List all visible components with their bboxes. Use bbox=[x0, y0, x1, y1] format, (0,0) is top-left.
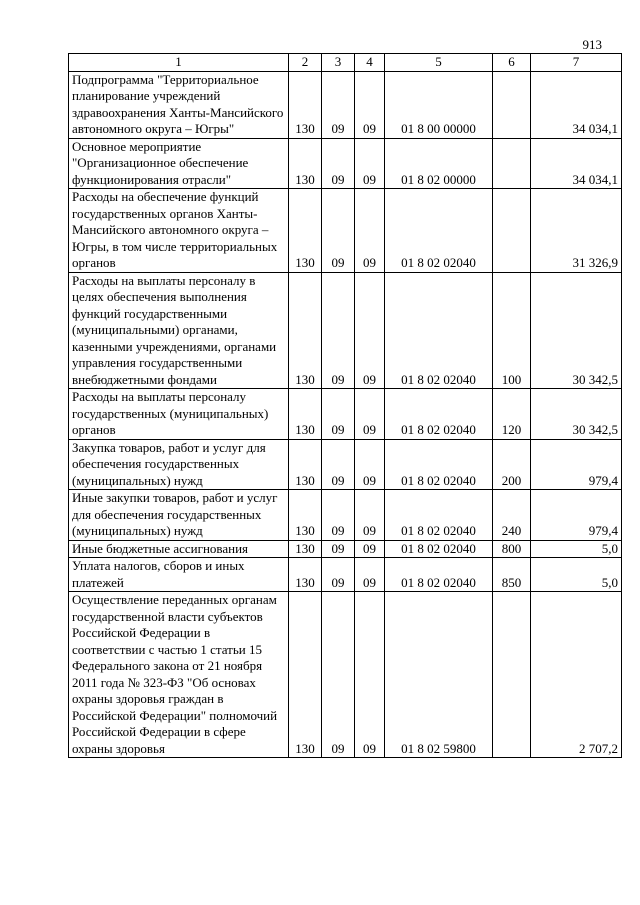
column-header-1: 1 bbox=[69, 54, 289, 72]
row-name: Иные закупки товаров, работ и услуг для обеспечения государственных (муниципальных) нужд bbox=[69, 490, 289, 541]
column-header-7: 7 bbox=[531, 54, 622, 72]
column-header-2: 2 bbox=[289, 54, 322, 72]
column-header-3: 3 bbox=[322, 54, 355, 72]
row-section-code: 09 bbox=[322, 189, 355, 273]
row-section-code: 09 bbox=[322, 389, 355, 440]
row-ministry-code: 130 bbox=[289, 189, 322, 273]
table-row bbox=[69, 490, 622, 541]
row-section-code: 09 bbox=[322, 592, 355, 758]
row-expense-type bbox=[493, 189, 531, 273]
column-header-5: 5 bbox=[385, 54, 493, 72]
table-row bbox=[69, 558, 622, 592]
row-amount: 5,0 bbox=[531, 558, 622, 592]
column-header-6: 6 bbox=[493, 54, 531, 72]
row-target-article: 01 8 02 02040 bbox=[385, 439, 493, 490]
row-target-article: 01 8 02 02040 bbox=[385, 558, 493, 592]
row-section-code: 09 bbox=[322, 138, 355, 189]
row-subsection-code: 09 bbox=[355, 389, 385, 440]
row-expense-type: 800 bbox=[493, 540, 531, 558]
row-section-code: 09 bbox=[322, 71, 355, 138]
row-target-article: 01 8 02 02040 bbox=[385, 272, 493, 389]
row-target-article: 01 8 02 02040 bbox=[385, 189, 493, 273]
row-subsection-code: 09 bbox=[355, 558, 385, 592]
row-target-article: 01 8 02 02040 bbox=[385, 389, 493, 440]
row-name: Подпрограмма "Территориальное планирование учреждений здравоохранения Ханты-Мансийского автономного округа – Югры" bbox=[69, 71, 289, 138]
row-ministry-code: 130 bbox=[289, 540, 322, 558]
row-section-code: 09 bbox=[322, 540, 355, 558]
row-name: Иные бюджетные ассигнования bbox=[69, 540, 289, 558]
row-section-code: 09 bbox=[322, 272, 355, 389]
row-expense-type: 200 bbox=[493, 439, 531, 490]
row-amount: 31 326,9 bbox=[531, 189, 622, 273]
row-expense-type bbox=[493, 138, 531, 189]
row-subsection-code: 09 bbox=[355, 540, 385, 558]
header-row bbox=[69, 54, 622, 72]
row-expense-type bbox=[493, 592, 531, 758]
table-row bbox=[69, 71, 622, 138]
row-ministry-code: 130 bbox=[289, 490, 322, 541]
row-amount: 979,4 bbox=[531, 439, 622, 490]
row-ministry-code: 130 bbox=[289, 592, 322, 758]
row-name: Расходы на выплаты персоналу государственных (муниципальных) органов bbox=[69, 389, 289, 440]
row-expense-type bbox=[493, 71, 531, 138]
row-name: Уплата налогов, сборов и иных платежей bbox=[69, 558, 289, 592]
table-row bbox=[69, 540, 622, 558]
row-amount: 2 707,2 bbox=[531, 592, 622, 758]
row-ministry-code: 130 bbox=[289, 138, 322, 189]
row-target-article: 01 8 02 02040 bbox=[385, 540, 493, 558]
row-subsection-code: 09 bbox=[355, 490, 385, 541]
row-target-article: 01 8 02 00000 bbox=[385, 138, 493, 189]
row-expense-type: 240 bbox=[493, 490, 531, 541]
table-row bbox=[69, 189, 622, 273]
column-header-4: 4 bbox=[355, 54, 385, 72]
table-row bbox=[69, 138, 622, 189]
row-amount: 5,0 bbox=[531, 540, 622, 558]
row-name: Расходы на выплаты персоналу в целях обеспечения выполнения функций государственными (муниципальными) органами, казенными учреждениями, органами управления государственными внебюджетными фондами bbox=[69, 272, 289, 389]
row-subsection-code: 09 bbox=[355, 189, 385, 273]
row-ministry-code: 130 bbox=[289, 389, 322, 440]
row-amount: 30 342,5 bbox=[531, 389, 622, 440]
row-amount: 34 034,1 bbox=[531, 71, 622, 138]
row-target-article: 01 8 02 59800 bbox=[385, 592, 493, 758]
row-amount: 34 034,1 bbox=[531, 138, 622, 189]
row-ministry-code: 130 bbox=[289, 272, 322, 389]
table-row bbox=[69, 272, 622, 389]
row-name: Расходы на обеспечение функций государственных органов Ханты-Мансийского автономного округа – Югры, в том числе территориальных органов bbox=[69, 189, 289, 273]
row-name: Закупка товаров, работ и услуг для обеспечения государственных (муниципальных) нужд bbox=[69, 439, 289, 490]
row-section-code: 09 bbox=[322, 439, 355, 490]
row-section-code: 09 bbox=[322, 558, 355, 592]
page-number: 913 bbox=[582, 37, 602, 52]
row-amount: 30 342,5 bbox=[531, 272, 622, 389]
row-section-code: 09 bbox=[322, 490, 355, 541]
row-ministry-code: 130 bbox=[289, 558, 322, 592]
row-target-article: 01 8 00 00000 bbox=[385, 71, 493, 138]
table-row bbox=[69, 389, 622, 440]
budget-table bbox=[68, 53, 622, 758]
row-subsection-code: 09 bbox=[355, 71, 385, 138]
row-name: Осуществление переданных органам государственной власти субъектов Российской Федерации в соответствии с частью 1 статьи 15 Федерального закона от 21 ноября 2011 года № 323-ФЗ "Об основах охраны здоровья граждан в Российской Федерации" полномочий Российской Федерации в сфере охраны здоровья bbox=[69, 592, 289, 758]
row-expense-type: 850 bbox=[493, 558, 531, 592]
row-subsection-code: 09 bbox=[355, 439, 385, 490]
row-subsection-code: 09 bbox=[355, 272, 385, 389]
row-ministry-code: 130 bbox=[289, 71, 322, 138]
row-target-article: 01 8 02 02040 bbox=[385, 490, 493, 541]
table-row bbox=[69, 439, 622, 490]
row-ministry-code: 130 bbox=[289, 439, 322, 490]
row-subsection-code: 09 bbox=[355, 138, 385, 189]
table-row bbox=[69, 592, 622, 758]
row-amount: 979,4 bbox=[531, 490, 622, 541]
row-name: Основное мероприятие "Организационное обеспечение функционирования отрасли" bbox=[69, 138, 289, 189]
row-expense-type: 100 bbox=[493, 272, 531, 389]
row-expense-type: 120 bbox=[493, 389, 531, 440]
row-subsection-code: 09 bbox=[355, 592, 385, 758]
